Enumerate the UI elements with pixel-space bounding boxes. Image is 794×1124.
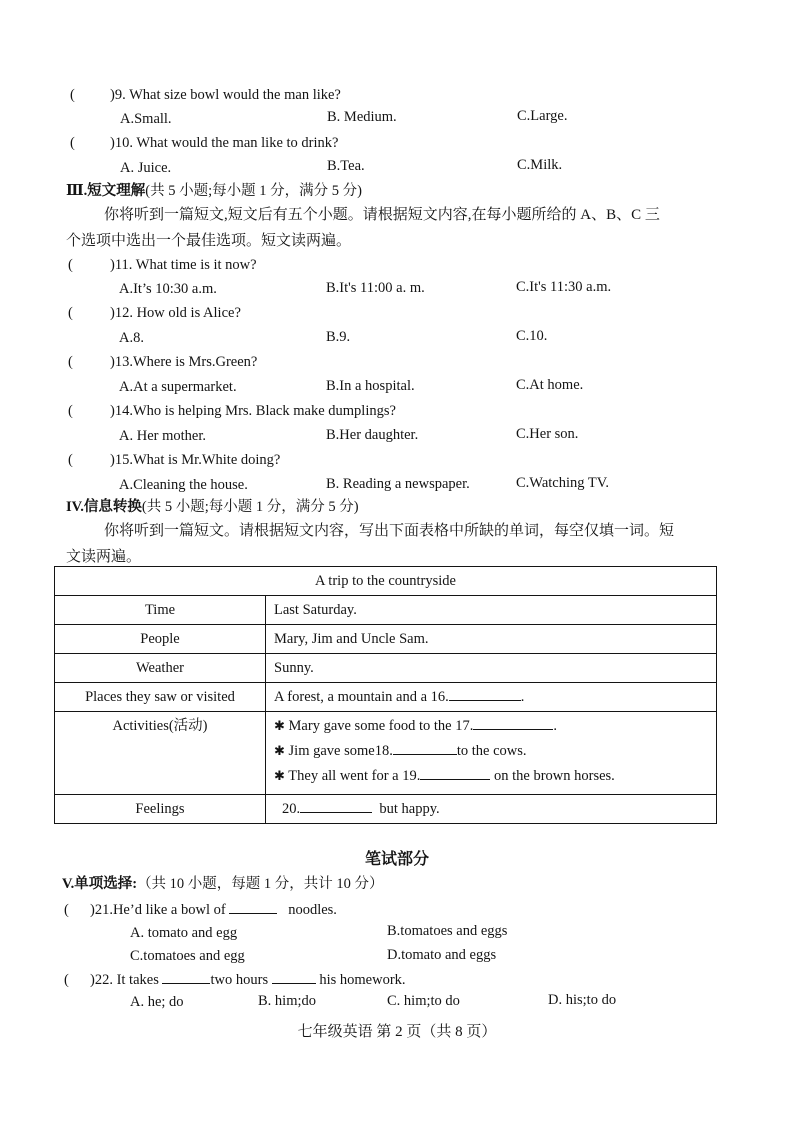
answer-paren[interactable]: ( — [68, 305, 73, 321]
q12-option-b[interactable]: B.9. — [326, 329, 351, 345]
q9-option-b[interactable]: B. Medium. — [327, 109, 397, 125]
q22-option-b[interactable]: B. him;do — [258, 993, 317, 1009]
blank-20[interactable] — [300, 798, 372, 813]
table-row-activities — [55, 712, 717, 795]
q21-option-a[interactable]: A. tomato and egg — [130, 925, 238, 941]
answer-paren[interactable]: ( — [68, 452, 73, 468]
question-11-stem: )11. What time is it now? — [110, 257, 257, 273]
table-row — [55, 625, 717, 654]
question-12-stem: )12. How old is Alice? — [110, 305, 241, 321]
q21-option-c[interactable]: C.tomatoes and egg — [130, 948, 245, 964]
written-part-title: 笔试部分 — [364, 851, 429, 868]
activity-line: ✱ Mary gave some food to the 17. . — [274, 714, 716, 739]
section-5-note: （共 10 小题，每题 1 分，共计 10 分） — [137, 876, 384, 892]
section-5-title: V.单项选择: — [62, 876, 138, 892]
section-3-title: 短文理解 — [87, 183, 146, 199]
blank-22b[interactable] — [272, 969, 316, 984]
blank-17[interactable] — [473, 715, 553, 730]
q22-option-d[interactable]: D. his;to do — [548, 992, 617, 1008]
section-4-number: IV. — [66, 499, 84, 515]
section-4-note: (共 5 小题;每小题 1 分，满分 5 分) — [141, 499, 359, 515]
answer-paren[interactable]: ( — [64, 972, 69, 988]
section-3-note: (共 5 小题;每小题 1 分，满分 5 分) — [145, 183, 362, 199]
question-22-stem: )22. It takes two hours his homework. — [90, 969, 406, 989]
q10-option-a[interactable]: A. Juice. — [120, 160, 172, 176]
q14-option-a[interactable]: A. Her mother. — [119, 428, 206, 444]
table-label: Activities(活动) — [55, 712, 266, 795]
table-row — [55, 795, 717, 824]
table-row — [55, 654, 717, 683]
blank-18[interactable] — [393, 740, 457, 755]
q11-option-a[interactable]: A.It’s 10:30 a.m. — [119, 281, 217, 297]
answer-paren[interactable]: ( — [68, 257, 73, 273]
table-value: Sunny. — [266, 654, 717, 683]
star-icon: ✱ — [274, 769, 285, 784]
section-3-instruction-line1: 你将听到一篇短文,短文后有五个小题。请根据短文内容,在每小题所给的 A、B、C 三 — [104, 207, 660, 223]
q12-option-c[interactable]: C.10. — [516, 328, 548, 344]
blank-16[interactable] — [449, 686, 521, 701]
table-label: Weather — [55, 654, 266, 683]
question-10-stem: )10. What would the man like to drink? — [110, 135, 339, 151]
blank-19[interactable] — [420, 765, 490, 780]
section-3-instruction-line2: 个选项中选出一个最佳选项。短文读两遍。 — [66, 233, 352, 249]
q22-option-a[interactable]: A. he; do — [130, 994, 184, 1010]
table-value: Last Saturday. — [266, 596, 717, 625]
section-3-heading — [66, 181, 362, 201]
table-row — [55, 683, 717, 712]
q12-option-a[interactable]: A.8. — [119, 330, 144, 346]
table-value: A forest, a mountain and a 16. . — [266, 683, 717, 712]
q13-option-a[interactable]: A.At a supermarket. — [119, 379, 237, 395]
q10-option-b[interactable]: B.Tea. — [327, 158, 365, 174]
q10-option-c[interactable]: C.Milk. — [517, 157, 563, 173]
section-4-heading — [66, 497, 359, 517]
question-15-stem: )15.What is Mr.White doing? — [110, 452, 281, 468]
q9-option-a[interactable]: A.Small. — [120, 111, 172, 127]
q11-option-c[interactable]: C.It's 11:30 a.m. — [516, 279, 612, 295]
q13-option-b[interactable]: B.In a hospital. — [326, 378, 415, 394]
q21-option-b[interactable]: B.tomatoes and eggs — [387, 923, 508, 939]
q14-option-b[interactable]: B.Her daughter. — [326, 427, 419, 443]
blank-22a[interactable] — [162, 969, 210, 984]
star-icon: ✱ — [274, 744, 285, 759]
answer-paren[interactable]: ( — [68, 403, 73, 419]
section-4-instruction-line1: 你将听到一篇短文。请根据短文内容，写出下面表格中所缺的单词，每空仅填一词。短 — [104, 523, 675, 539]
table-title-row — [55, 567, 717, 596]
answer-paren[interactable]: ( — [70, 87, 75, 103]
table-label: Time — [55, 596, 266, 625]
blank-21[interactable] — [229, 899, 277, 914]
q21-option-d[interactable]: D.tomato and eggs — [387, 947, 497, 963]
q15-option-a[interactable]: A.Cleaning the house. — [119, 477, 248, 493]
q15-option-b[interactable]: B. Reading a newspaper. — [326, 476, 470, 492]
q9-option-c[interactable]: C.Large. — [517, 108, 568, 124]
answer-paren[interactable]: ( — [68, 354, 73, 370]
question-13-stem: )13.Where is Mrs.Green? — [110, 354, 258, 370]
table-row — [55, 596, 717, 625]
question-14-stem: )14.Who is helping Mrs. Black make dumplings? — [110, 403, 396, 419]
section-4-title: 信息转换 — [83, 499, 142, 515]
table-value: Mary, Jim and Uncle Sam. — [266, 625, 717, 654]
page-footer: 七年级英语 第 2 页（共 8 页） — [297, 1024, 497, 1040]
table-value-activities — [266, 712, 717, 795]
table-label: Places they saw or visited — [55, 683, 266, 712]
answer-paren[interactable]: ( — [70, 135, 75, 151]
activity-line: ✱ They all went for a 19. on the brown horses. — [274, 764, 716, 789]
section-5-heading — [62, 874, 384, 894]
q22-option-c[interactable]: C. him;to do — [387, 993, 460, 1009]
answer-paren[interactable]: ( — [64, 902, 69, 918]
table-title: A trip to the countryside — [55, 567, 717, 596]
section-4-instruction-line2: 文读两遍。 — [66, 549, 142, 565]
star-icon: ✱ — [274, 719, 285, 734]
table-value: 20. but happy. — [266, 795, 717, 824]
q15-option-c[interactable]: C.Watching TV. — [516, 475, 609, 491]
q14-option-c[interactable]: C.Her son. — [516, 426, 579, 442]
question-21-stem: )21.He’d like a bowl of noodles. — [90, 899, 337, 919]
table-label: People — [55, 625, 266, 654]
section-3-number: Ⅲ. — [66, 183, 88, 199]
info-table — [54, 566, 717, 824]
question-9-stem: )9. What size bowl would the man like? — [110, 87, 341, 103]
activity-line: ✱ Jim gave some18. to the cows. — [274, 739, 716, 764]
q11-option-b[interactable]: B.It's 11:00 a. m. — [326, 280, 425, 296]
table-label: Feelings — [55, 795, 266, 824]
q13-option-c[interactable]: C.At home. — [516, 377, 584, 393]
